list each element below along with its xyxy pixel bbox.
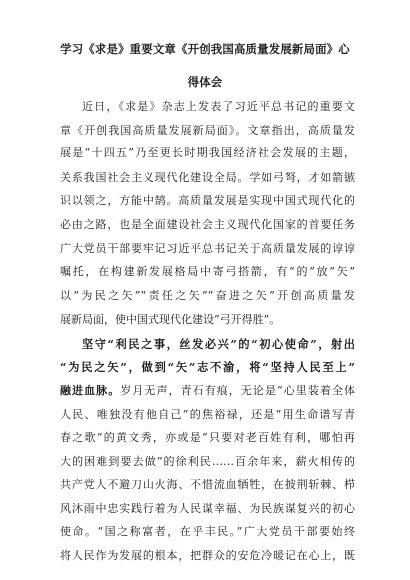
paragraph-line: 以“为民之矢”“责任之矢”“奋进之矢”开创高质量发 <box>60 288 355 302</box>
paragraph-line: 共产党人不避刀山火海、不惜流血牺牲，在披荆斩棘、栉 <box>60 478 355 492</box>
paragraph-line: 近日，《求是》杂志上发表了习近平总书记的重要文 <box>82 100 355 113</box>
paragraph-line: 展新局面，使中国式现代化建设“弓开得胜”。 <box>60 313 281 327</box>
paragraph-line-mixed <box>60 383 355 399</box>
paragraph-text: 岁月无声，青石有痕，无论是“心里装着全体 <box>120 383 355 397</box>
paragraph-line: 识以领之，方能中鹄。高质量发展是实现中国式现代化的 <box>60 194 355 208</box>
paragraph-line: 嘱托，在构建新发展格局中寄弓搭箭，有“的”放“矢” <box>60 265 355 279</box>
paragraph-line: 必由之路，也是全面建设社会主义现代化国家的首要任务 <box>60 217 355 231</box>
paragraph-line: 将人民作为发展的根本，把群众的安危冷暖记在心上，既 <box>60 549 355 562</box>
paragraph-line: 关系我国社会主义现代化建设全局。学如弓弩，才如箭镞 <box>60 170 355 184</box>
document-title-line-1: 学习《求是》重要文章《开创我国高质量发展新局面》心 <box>60 42 350 56</box>
paragraph-heading-line: 坚守“利民之事，丝发必兴”的“初心使命”，射出 <box>82 336 355 351</box>
paragraph-line: 广大党员干部要牢记习近平总书记关于高质量发展的谆谆 <box>60 242 355 256</box>
paragraph-line: 展是“十四五”乃至更长时期我国经济社会发展的主题， <box>60 146 355 160</box>
paragraph-heading-line: “为民之矢”，做到“矢”志不渝，将“坚持人民至上” <box>60 360 355 375</box>
paragraph-line: 春之歌”的黄文秀，亦或是“只要对老百姓有利，哪怕再 <box>60 431 355 445</box>
paragraph-line: 风沐雨中忠实践行着为人民谋幸福、为民族谋复兴的初心 <box>60 501 355 515</box>
paragraph-line: 人民、唯独没有他自己”的焦裕禄，还是“用生命谱写青 <box>60 407 355 421</box>
paragraph-line: 大的困难到要去做”的徐利民……百余年来，薪火相传的 <box>60 454 355 468</box>
document-title-line-2: 得体会 <box>187 75 223 89</box>
paragraph-line: 使命。“国之称富者，在乎丰民。”广大党员干部要始终 <box>60 525 355 539</box>
paragraph-heading-end: 融进血脉。 <box>60 383 121 397</box>
paragraph-line: 章《开创我国高质量发展新局面》。文章指出，高质量发 <box>60 123 355 137</box>
